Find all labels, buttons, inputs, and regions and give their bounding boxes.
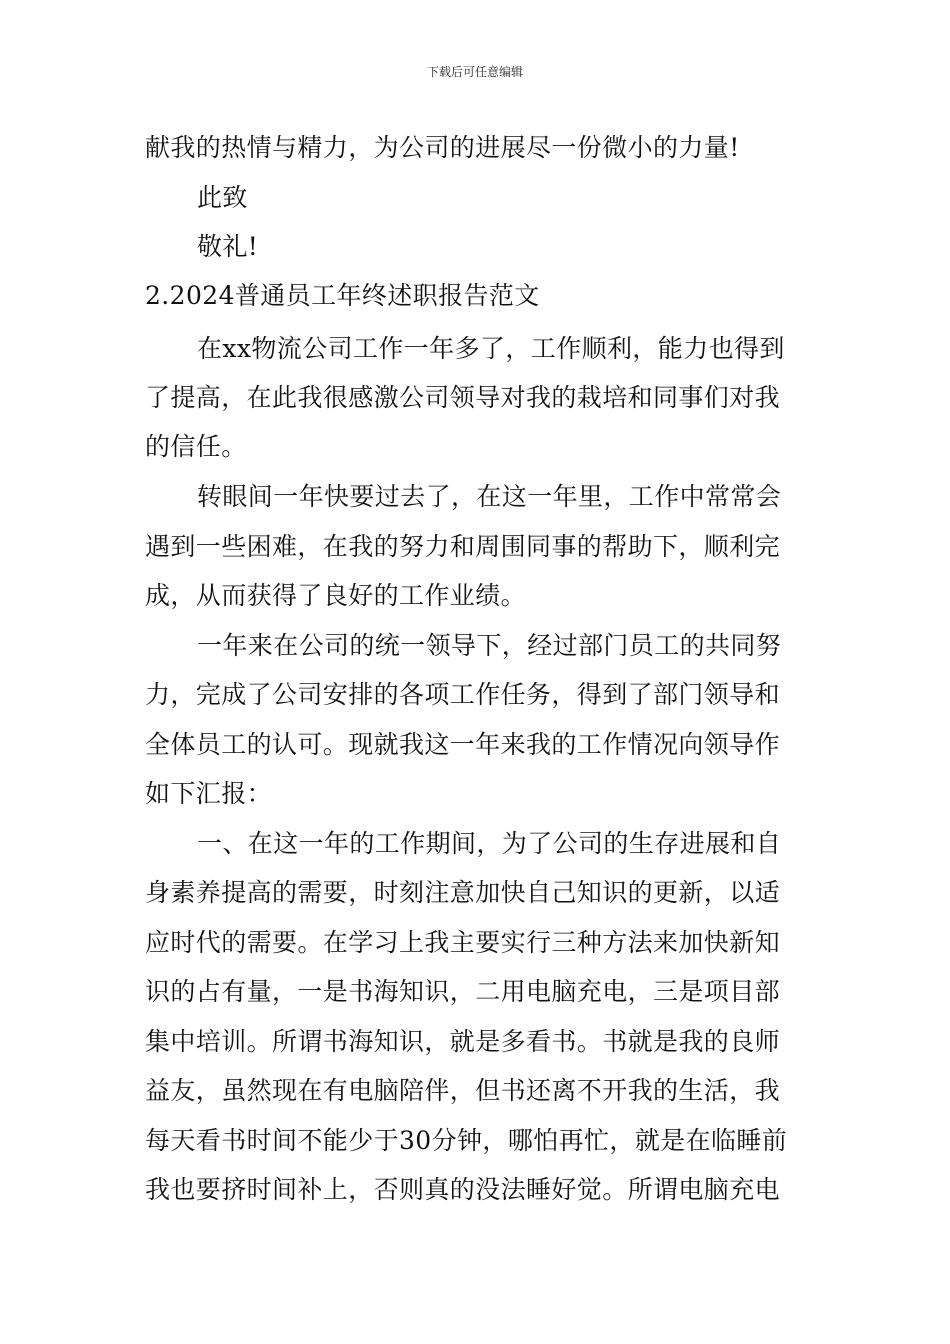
text-line-20: 益友，虽然现在有电脑陪伴，但书还离不开我的生活，我 — [145, 1076, 781, 1105]
section-heading: 2.2024普通员工年终述职报告范文 — [145, 281, 540, 310]
text-line-21: 每天看书时间不能少于30分钟，哪怕再忙，就是在临睡前 — [145, 1126, 788, 1155]
text-line-15: 一、在这一年的工作期间，为了公司的生存进展和自 — [197, 829, 782, 858]
text-line-2: 此致 — [197, 183, 248, 212]
text-line-12: 力，完成了公司安排的各项工作任务，得到了部门领导和 — [145, 680, 781, 709]
text-line-9: 遇到一些困难，在我的努力和周围同事的帮助下，顺利完 — [145, 532, 781, 561]
text-line-6: 了提高，在此我很感激公司领导对我的栽培和同事们对我 — [145, 383, 781, 412]
text-line-10: 成，从而获得了良好的工作业绩。 — [145, 581, 527, 610]
text-line-19: 集中培训。所谓书海知识，就是多看书。书就是我的良师 — [145, 1027, 781, 1056]
text-line-22: 我也要挤时间补上，否则真的没法睡好觉。所谓电脑充电 — [145, 1175, 781, 1204]
text-line-8: 转眼间一年快要过去了，在这一年里，工作中常常会 — [197, 482, 782, 511]
page-header: 下载后可任意编辑 — [426, 65, 523, 79]
text-line-18: 识的占有量，一是书海知识，二用电脑充电，三是项目部 — [145, 977, 781, 1006]
text-line-7: 的信任。 — [145, 432, 247, 461]
text-line-5: 在xx物流公司工作一年多了，工作顺利，能力也得到 — [197, 334, 785, 363]
text-line-1: 献我的热情与精力，为公司的进展尽一份微小的力量! — [145, 133, 740, 162]
text-line-11: 一年来在公司的统一领导下，经过部门员工的共同努 — [197, 631, 782, 660]
text-line-3: 敬礼! — [197, 232, 259, 261]
text-line-13: 全体员工的认可。现就我这一年来我的工作情况向领导作 — [145, 730, 781, 759]
text-line-14: 如下汇报： — [145, 779, 273, 808]
text-line-16: 身素养提高的需要，时刻注意加快自己知识的更新，以适 — [145, 878, 781, 907]
text-line-17: 应时代的需要。在学习上我主要实行三种方法来加快新知 — [145, 928, 781, 957]
